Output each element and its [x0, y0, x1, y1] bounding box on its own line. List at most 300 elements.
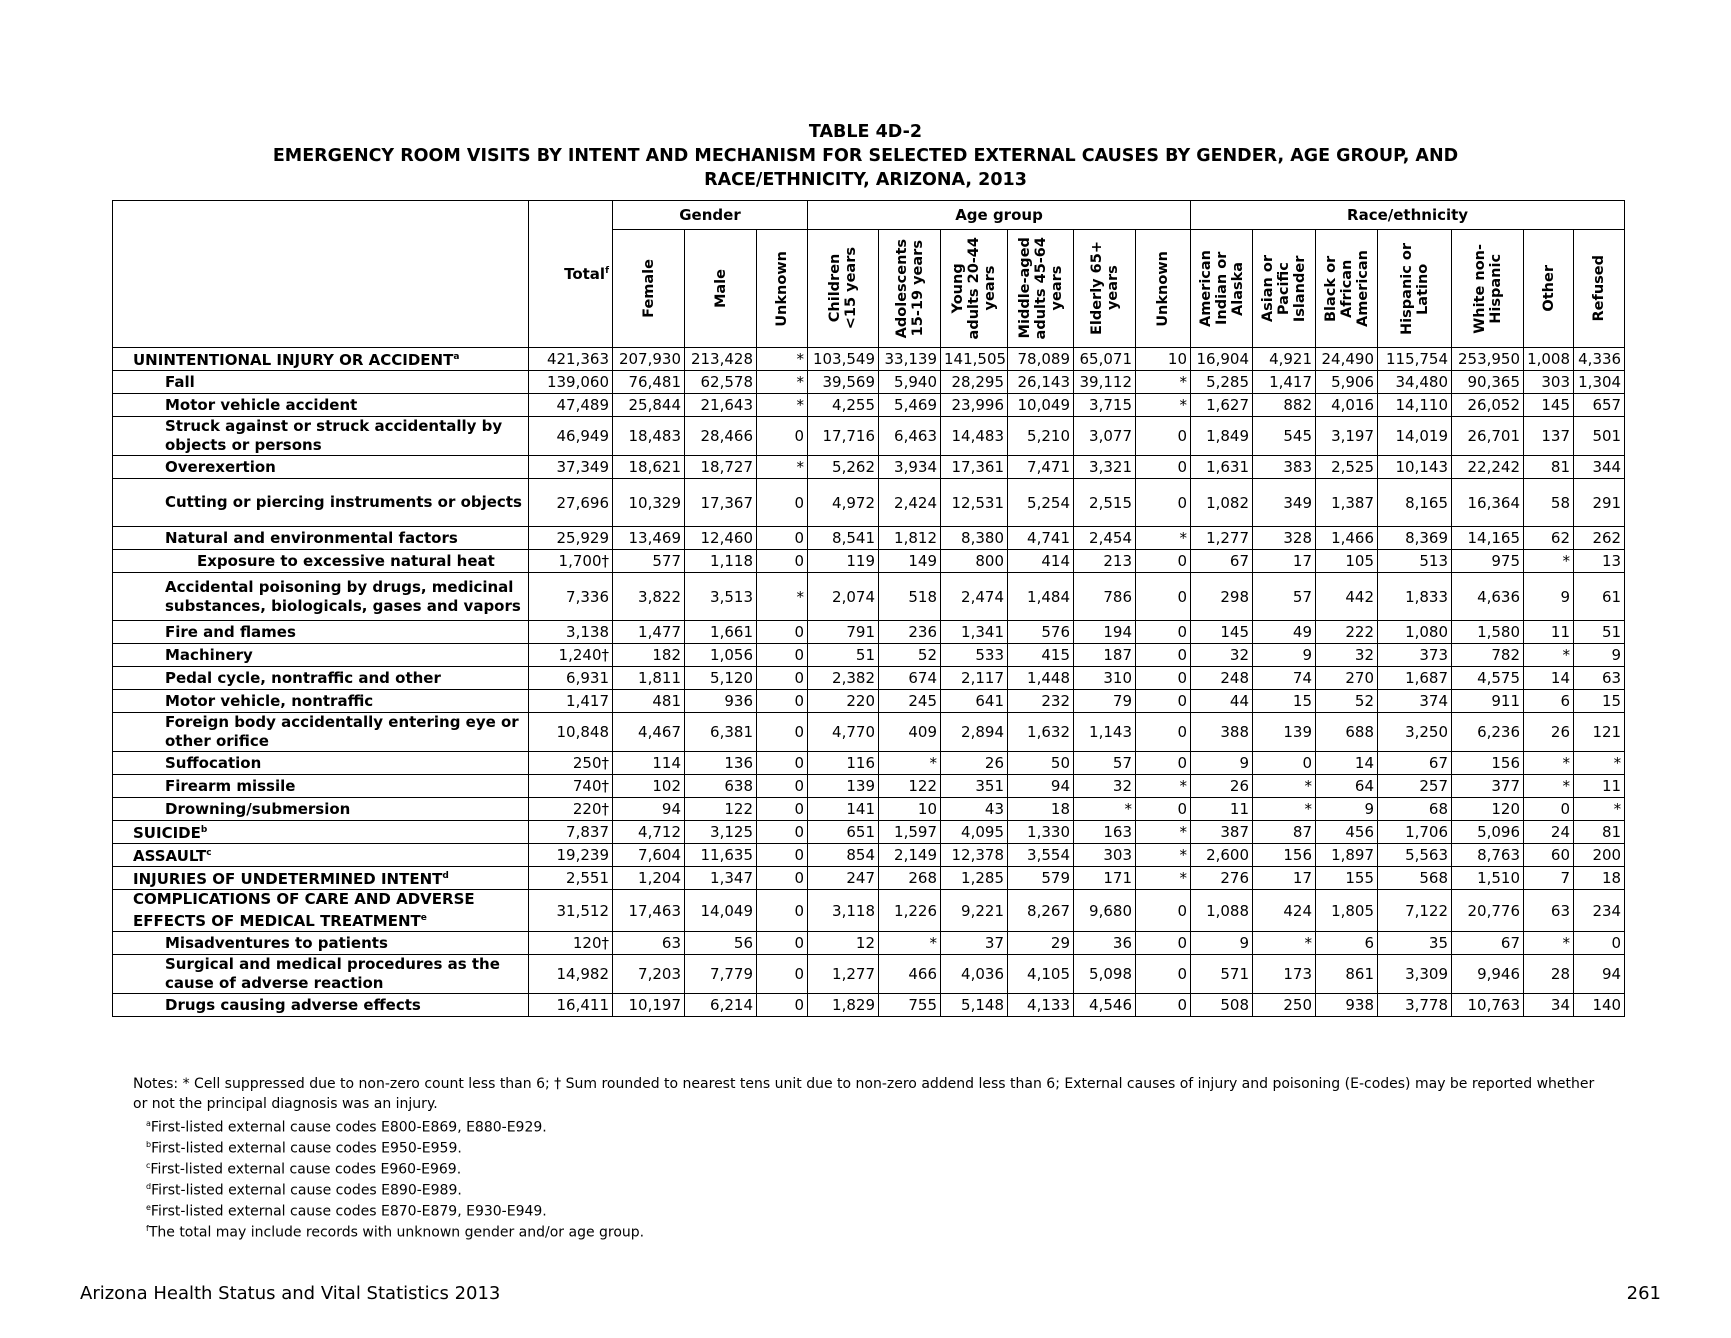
- table-cell: 44: [1191, 690, 1253, 713]
- table-cell: 236: [879, 621, 941, 644]
- table-cell: 6,214: [685, 994, 757, 1017]
- table-cell: 52: [879, 644, 941, 667]
- column-header-line: Indian or: [1213, 251, 1230, 326]
- table-cell: 0: [1136, 994, 1191, 1017]
- table-cell: 0: [757, 690, 808, 713]
- table-cell: 657: [1574, 394, 1625, 417]
- column-header-line: Adolescents: [893, 238, 910, 339]
- table-cell: 0: [757, 932, 808, 955]
- table-cell: 7,336: [529, 573, 613, 621]
- table-cell: 67: [1378, 752, 1452, 775]
- table-cell: 577: [613, 550, 685, 573]
- column-header-line: Latino: [1414, 262, 1431, 315]
- table-cell: 8,267: [1008, 890, 1074, 932]
- table-cell: 3,822: [613, 573, 685, 621]
- table-cell: 18: [1008, 798, 1074, 821]
- table-cell: 35: [1378, 932, 1452, 955]
- table-cell: 0: [757, 994, 808, 1017]
- table-cell: 786: [1074, 573, 1136, 621]
- table-cell: 18,727: [685, 456, 757, 479]
- row-label: Suffocation: [113, 752, 529, 775]
- table-cell: 10,049: [1008, 394, 1074, 417]
- table-cell: 4,036: [941, 955, 1008, 994]
- column-header-line: American: [1354, 250, 1371, 327]
- table-row: [113, 890, 1625, 932]
- table-cell: 26: [1524, 713, 1574, 752]
- table-cell: 9: [1253, 644, 1316, 667]
- table-cell: 755: [879, 994, 941, 1017]
- table-cell: 79: [1074, 690, 1136, 713]
- table-cell: *: [757, 573, 808, 621]
- table-cell: 270: [1316, 667, 1378, 690]
- table-cell: 57: [1253, 573, 1316, 621]
- table-cell: 1,510: [1452, 867, 1524, 890]
- table-cell: 14,019: [1378, 417, 1452, 456]
- table-cell: 21,643: [685, 394, 757, 417]
- table-cell: 3,778: [1378, 994, 1452, 1017]
- table-cell: 39,569: [808, 371, 879, 394]
- table-cell: 674: [879, 667, 941, 690]
- table-row: [113, 690, 1625, 713]
- table-cell: 14,049: [685, 890, 757, 932]
- table-cell: 579: [1008, 867, 1074, 890]
- table-cell: 136: [685, 752, 757, 775]
- table-cell: 4,921: [1253, 348, 1316, 371]
- table-cell: *: [1524, 550, 1574, 573]
- table-cell: 37: [941, 932, 1008, 955]
- table-cell: 63: [613, 932, 685, 955]
- table-cell: 0: [757, 667, 808, 690]
- table-cell: 3,715: [1074, 394, 1136, 417]
- table-cell: 1,143: [1074, 713, 1136, 752]
- table-cell: 28,295: [941, 371, 1008, 394]
- table-cell: 250: [1253, 994, 1316, 1017]
- column-header-line: Young: [950, 263, 966, 314]
- table-cell: 568: [1378, 867, 1452, 890]
- race-column-header: [1524, 230, 1574, 348]
- table-cell: 0: [757, 955, 808, 994]
- row-label: Foreign body accidentally entering eye or other orifice: [113, 713, 529, 752]
- table-cell: 651: [808, 821, 879, 844]
- table-cell: 18,483: [613, 417, 685, 456]
- table-cell: 67: [1452, 932, 1524, 955]
- table-cell: 3,321: [1074, 456, 1136, 479]
- table-cell: 139,060: [529, 371, 613, 394]
- table-cell: 12,531: [941, 479, 1008, 527]
- table-cell: 245: [879, 690, 941, 713]
- table-cell: 250†: [529, 752, 613, 775]
- table-cell: 4,972: [808, 479, 879, 527]
- table-cell: 22,242: [1452, 456, 1524, 479]
- table-cell: 4,336: [1574, 348, 1625, 371]
- table-cell: 303: [1524, 371, 1574, 394]
- table-cell: 207,930: [613, 348, 685, 371]
- column-header-line: <15 years: [843, 247, 859, 330]
- table-cell: 11: [1524, 621, 1574, 644]
- table-cell: 9,221: [941, 890, 1008, 932]
- table-row: [113, 550, 1625, 573]
- table-cell: 31,512: [529, 890, 613, 932]
- table-cell: 0: [1136, 798, 1191, 821]
- table-cell: 1,700†: [529, 550, 613, 573]
- row-label: Motor vehicle accident: [113, 394, 529, 417]
- table-cell: 518: [879, 573, 941, 621]
- table-cell: 33,139: [879, 348, 941, 371]
- table-cell: *: [1253, 932, 1316, 955]
- total-header: Total$^f$: [529, 201, 613, 348]
- table-cell: *: [1136, 527, 1191, 550]
- table-cell: 576: [1008, 621, 1074, 644]
- table-row: [113, 456, 1625, 479]
- row-label: Pedal cycle, nontraffic and other: [113, 667, 529, 690]
- row-label: Firearm missile: [113, 775, 529, 798]
- table-row: [113, 932, 1625, 955]
- table-cell: 1,330: [1008, 821, 1074, 844]
- table-cell: 0: [757, 479, 808, 527]
- row-label: INJURIES OF UNDETERMINED INTENT$^d$: [113, 867, 529, 890]
- table-cell: 0: [1136, 573, 1191, 621]
- table-cell: 34: [1524, 994, 1574, 1017]
- table-cell: 0: [757, 550, 808, 573]
- table-cell: 62,578: [685, 371, 757, 394]
- table-cell: *: [757, 456, 808, 479]
- table-cell: 116: [808, 752, 879, 775]
- table-cell: 26,052: [1452, 394, 1524, 417]
- table-cell: 14: [1316, 752, 1378, 775]
- age-column-header: [941, 230, 1008, 348]
- table-cell: 2,600: [1191, 844, 1253, 867]
- table-cell: 8,165: [1378, 479, 1452, 527]
- table-body: [113, 348, 1625, 1017]
- table-cell: 0: [757, 527, 808, 550]
- table-cell: 414: [1008, 550, 1074, 573]
- table-cell: 1,417: [529, 690, 613, 713]
- table-cell: 415: [1008, 644, 1074, 667]
- table-cell: 16,411: [529, 994, 613, 1017]
- row-label: Struck against or struck accidentally by objects or persons: [113, 417, 529, 456]
- column-header-line: adults 45-64: [1032, 237, 1049, 340]
- table-cell: 14,483: [941, 417, 1008, 456]
- table-cell: 234: [1574, 890, 1625, 932]
- table-cell: 26,701: [1452, 417, 1524, 456]
- table-cell: 466: [879, 955, 941, 994]
- table-cell: 6: [1524, 690, 1574, 713]
- table-cell: 0: [1136, 955, 1191, 994]
- table-cell: 0: [1136, 417, 1191, 456]
- table-cell: 3,125: [685, 821, 757, 844]
- table-cell: *: [757, 348, 808, 371]
- table-cell: 4,255: [808, 394, 879, 417]
- table-row: [113, 821, 1625, 844]
- column-header-line: American: [1197, 250, 1214, 327]
- table-cell: *: [879, 752, 941, 775]
- race-column-header: [1574, 230, 1625, 348]
- table-cell: 68: [1378, 798, 1452, 821]
- table-cell: 87: [1253, 821, 1316, 844]
- table-row: [113, 371, 1625, 394]
- table-cell: 115,754: [1378, 348, 1452, 371]
- table-cell: 9: [1524, 573, 1574, 621]
- table-cell: 0: [757, 821, 808, 844]
- table-cell: 141,505: [941, 348, 1008, 371]
- table-cell: 15: [1253, 690, 1316, 713]
- table-cell: 24,490: [1316, 348, 1378, 371]
- table-cell: 10: [1136, 348, 1191, 371]
- table-cell: 508: [1191, 994, 1253, 1017]
- column-header-line: Black or: [1322, 255, 1339, 322]
- table-cell: 0: [1136, 550, 1191, 573]
- table-cell: 14: [1524, 667, 1574, 690]
- table-cell: *: [1524, 752, 1574, 775]
- table-cell: 0: [1574, 932, 1625, 955]
- table-row: [113, 527, 1625, 550]
- table-cell: 0: [1253, 752, 1316, 775]
- table-cell: 222: [1316, 621, 1378, 644]
- column-header-line: 15-19 years: [909, 240, 926, 337]
- table-cell: 351: [941, 775, 1008, 798]
- table-cell: 247: [808, 867, 879, 890]
- column-header-line: Pacific: [1276, 262, 1293, 315]
- table-cell: 1,829: [808, 994, 879, 1017]
- table-cell: 0: [1524, 798, 1574, 821]
- footnote: $^f$The total may include records with unknown gender and/or age group.: [146, 1224, 645, 1241]
- table-cell: 10: [879, 798, 941, 821]
- column-header-line: years: [1104, 266, 1121, 311]
- table-cell: 501: [1574, 417, 1625, 456]
- race-column-header: [1253, 230, 1316, 348]
- table-cell: 3,138: [529, 621, 613, 644]
- table-cell: *: [1253, 798, 1316, 821]
- table-cell: 1,277: [1191, 527, 1253, 550]
- table-cell: 1,387: [1316, 479, 1378, 527]
- table-cell: 17,367: [685, 479, 757, 527]
- row-label: Misadventures to patients: [113, 932, 529, 955]
- table-cell: 298: [1191, 573, 1253, 621]
- table-cell: 103,549: [808, 348, 879, 371]
- table-cell: 1,812: [879, 527, 941, 550]
- table-cell: 442: [1316, 573, 1378, 621]
- column-header-line: White non-: [1471, 243, 1488, 334]
- table-cell: 4,467: [613, 713, 685, 752]
- table-cell: 1,417: [1253, 371, 1316, 394]
- table-cell: 782: [1452, 644, 1524, 667]
- table-cell: 9: [1574, 644, 1625, 667]
- table-cell: 26: [941, 752, 1008, 775]
- table-cell: 156: [1452, 752, 1524, 775]
- table-cell: 3,513: [685, 573, 757, 621]
- table-cell: 65,071: [1074, 348, 1136, 371]
- table-cell: 14,982: [529, 955, 613, 994]
- table-cell: 5,940: [879, 371, 941, 394]
- table-cell: 3,077: [1074, 417, 1136, 456]
- table-cell: 1,082: [1191, 479, 1253, 527]
- gender-group-header: Gender: [613, 201, 808, 230]
- table-cell: 383: [1253, 456, 1316, 479]
- table-cell: 1,811: [613, 667, 685, 690]
- table-cell: 94: [1574, 955, 1625, 994]
- table-cell: 122: [685, 798, 757, 821]
- row-label: Motor vehicle, nontraffic: [113, 690, 529, 713]
- table-cell: 26: [1191, 775, 1253, 798]
- table-cell: 938: [1316, 994, 1378, 1017]
- table-cell: 155: [1316, 867, 1378, 890]
- table-cell: 513: [1378, 550, 1452, 573]
- table-cell: 213,428: [685, 348, 757, 371]
- column-header-line: Refused: [1591, 255, 1608, 322]
- table-cell: 114: [613, 752, 685, 775]
- table-cell: 388: [1191, 713, 1253, 752]
- table-cell: 25,929: [529, 527, 613, 550]
- table-cell: *: [1136, 867, 1191, 890]
- table-cell: 791: [808, 621, 879, 644]
- table-cell: 2,424: [879, 479, 941, 527]
- table-cell: 6,381: [685, 713, 757, 752]
- table-cell: 2,074: [808, 573, 879, 621]
- table-cell: 94: [1008, 775, 1074, 798]
- table-cell: 2,454: [1074, 527, 1136, 550]
- column-header-line: Asian or: [1260, 254, 1277, 323]
- footnote: $^a$First-listed external cause codes E800-E869, E880-E929.: [146, 1119, 547, 1136]
- table-title-block: [0, 120, 1731, 192]
- table-cell: 32: [1191, 644, 1253, 667]
- table-cell: 12,460: [685, 527, 757, 550]
- table-cell: 1,347: [685, 867, 757, 890]
- column-header-line: African: [1338, 259, 1355, 318]
- table-cell: 1,484: [1008, 573, 1074, 621]
- table-cell: 120: [1452, 798, 1524, 821]
- table-row: [113, 394, 1625, 417]
- table-cell: 248: [1191, 667, 1253, 690]
- table-cell: 8,763: [1452, 844, 1524, 867]
- table-cell: 102: [613, 775, 685, 798]
- table-cell: 1,897: [1316, 844, 1378, 867]
- table-cell: 9: [1191, 932, 1253, 955]
- table-cell: 7,779: [685, 955, 757, 994]
- table-cell: 78,089: [1008, 348, 1074, 371]
- table-cell: 6,931: [529, 667, 613, 690]
- column-header-line: years: [1048, 266, 1065, 311]
- table-id: TABLE 4D-2: [808, 122, 923, 142]
- table-cell: 4,016: [1316, 394, 1378, 417]
- table-cell: 16,904: [1191, 348, 1253, 371]
- table-cell: 119: [808, 550, 879, 573]
- table-row: [113, 844, 1625, 867]
- table-cell: 481: [613, 690, 685, 713]
- table-cell: 26,143: [1008, 371, 1074, 394]
- table-cell: 58: [1524, 479, 1574, 527]
- table-cell: 173: [1253, 955, 1316, 994]
- table-cell: 57: [1074, 752, 1136, 775]
- table-cell: 27,696: [529, 479, 613, 527]
- table-cell: 10,197: [613, 994, 685, 1017]
- age-column-header: [1008, 230, 1074, 348]
- table-cell: *: [757, 371, 808, 394]
- table-row: [113, 621, 1625, 644]
- table-cell: 52: [1316, 690, 1378, 713]
- table-cell: *: [1136, 821, 1191, 844]
- table-cell: 5,210: [1008, 417, 1074, 456]
- table-cell: 7,837: [529, 821, 613, 844]
- table-cell: 545: [1253, 417, 1316, 456]
- table-cell: 5,096: [1452, 821, 1524, 844]
- table-cell: 349: [1253, 479, 1316, 527]
- table-cell: 936: [685, 690, 757, 713]
- table-cell: 63: [1574, 667, 1625, 690]
- table-cell: 0: [757, 890, 808, 932]
- table-cell: 2,551: [529, 867, 613, 890]
- table-cell: 641: [941, 690, 1008, 713]
- table-cell: 1,477: [613, 621, 685, 644]
- table-cell: 145: [1524, 394, 1574, 417]
- table-cell: 3,197: [1316, 417, 1378, 456]
- table-cell: 5,148: [941, 994, 1008, 1017]
- table-cell: 1,687: [1378, 667, 1452, 690]
- table-cell: 9,946: [1452, 955, 1524, 994]
- table-cell: 421,363: [529, 348, 613, 371]
- table-cell: 0: [1136, 890, 1191, 932]
- table-cell: 1,661: [685, 621, 757, 644]
- column-header-line: years: [982, 266, 998, 311]
- table-cell: 11: [1191, 798, 1253, 821]
- table-cell: 32: [1074, 775, 1136, 798]
- table-cell: 34,480: [1378, 371, 1452, 394]
- table-cell: *: [1136, 844, 1191, 867]
- table-cell: 911: [1452, 690, 1524, 713]
- table-cell: 638: [685, 775, 757, 798]
- table-cell: 2,149: [879, 844, 941, 867]
- row-label: SUICIDE$^b$: [113, 821, 529, 844]
- table-cell: 262: [1574, 527, 1625, 550]
- table-cell: *: [1136, 371, 1191, 394]
- table-cell: 0: [757, 775, 808, 798]
- table-row: [113, 955, 1625, 994]
- gender-column-header: [613, 230, 685, 348]
- table-cell: 18: [1574, 867, 1625, 890]
- table-cell: 800: [941, 550, 1008, 573]
- footer-source: Arizona Health Status and Vital Statistics 2013: [80, 1283, 501, 1304]
- table-cell: 1,849: [1191, 417, 1253, 456]
- table-cell: 139: [1253, 713, 1316, 752]
- row-label: Cutting or piercing instruments or objects: [113, 479, 529, 527]
- table-cell: 0: [1136, 690, 1191, 713]
- table-cell: 5,285: [1191, 371, 1253, 394]
- table-cell: 2,515: [1074, 479, 1136, 527]
- table-cell: 1,448: [1008, 667, 1074, 690]
- table-cell: 1,080: [1378, 621, 1452, 644]
- table-cell: 533: [941, 644, 1008, 667]
- age-group-header: Age group: [808, 201, 1191, 230]
- table-cell: 2,382: [808, 667, 879, 690]
- table-cell: *: [1253, 775, 1316, 798]
- table-cell: 10,763: [1452, 994, 1524, 1017]
- table-row: [113, 479, 1625, 527]
- table-row: [113, 775, 1625, 798]
- table-cell: 975: [1452, 550, 1524, 573]
- table-cell: 51: [1574, 621, 1625, 644]
- table-cell: 163: [1074, 821, 1136, 844]
- table-cell: 5,906: [1316, 371, 1378, 394]
- table-cell: 90,365: [1452, 371, 1524, 394]
- row-label: Accidental poisoning by drugs, medicinal substances, biologicals, gases and vapors: [113, 573, 529, 621]
- table-cell: *: [1524, 644, 1574, 667]
- column-header-line: Alaska: [1229, 261, 1246, 316]
- table-row: [113, 417, 1625, 456]
- table-cell: 4,741: [1008, 527, 1074, 550]
- race-column-header: [1316, 230, 1378, 348]
- table-cell: 39,112: [1074, 371, 1136, 394]
- table-cell: 1,285: [941, 867, 1008, 890]
- table-cell: 64: [1316, 775, 1378, 798]
